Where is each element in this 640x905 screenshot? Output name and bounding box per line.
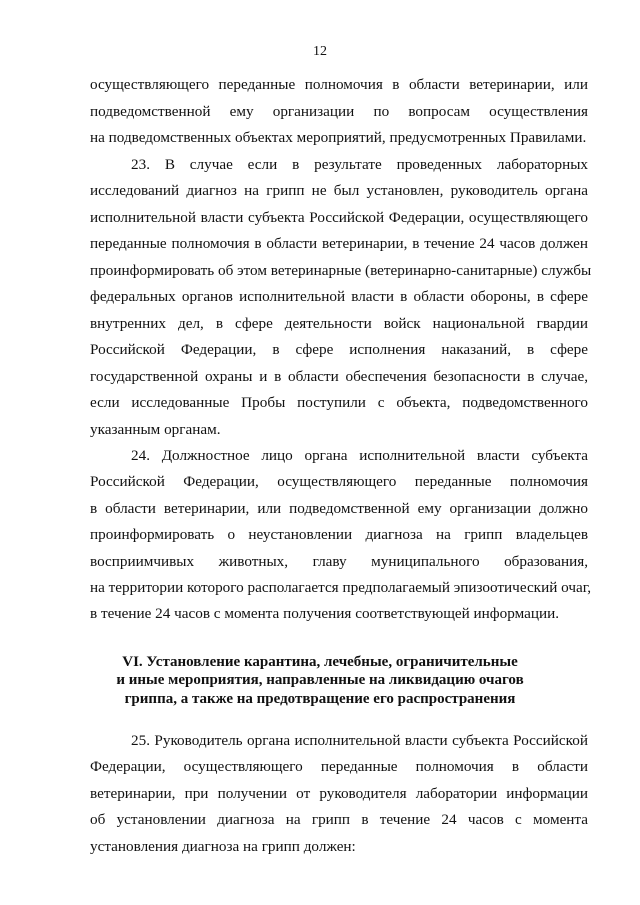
text-line: в области ветеринарии, или подведомственной ему организации должно <box>90 500 588 517</box>
text-line: восприимчивых животных, главу муниципального образования, <box>90 553 588 570</box>
text-line: внутренних дел, в сфере деятельности войск национальной гвардии <box>90 315 588 332</box>
text-line: установления диагноза на грипп должен: <box>90 838 356 855</box>
text-line: подведомственной ему организации по вопросам осуществления <box>90 103 588 120</box>
text-line: проинформировать о неустановлении диагноза на грипп владельцев <box>90 526 588 543</box>
text-line: осуществляющего переданные полномочия в области ветеринарии, или <box>90 76 588 93</box>
text-line: Российской Федерации, осуществляющего переданные полномочия <box>90 473 588 490</box>
text-line: переданные полномочия в области ветеринарии, в течение 24 часов должен <box>90 235 588 252</box>
page-number: 12 <box>313 44 327 59</box>
text-line: указанным органам. <box>90 421 221 438</box>
text-line: государственной охраны и в области обеспечения безопасности в случае, <box>90 368 588 385</box>
heading-line: VI. Установление карантина, лечебные, ограничительные <box>122 654 518 670</box>
text-line: если исследованные Пробы поступили с объекта, подведомственного <box>90 394 588 411</box>
text-line: федеральных органов исполнительной власти в области обороны, в сфере <box>90 288 588 305</box>
text-line: об установлении диагноза на грипп в течение 24 часов с момента <box>90 811 588 828</box>
text-line: исследований диагноз на грипп не был установлен, руководитель органа <box>90 182 588 199</box>
text-line: ветеринарии, при получении от руководителя лаборатории информации <box>90 785 588 802</box>
heading-line: гриппа, а также на предотвращение его распространения <box>124 691 516 707</box>
text-line: 23. В случае если в результате проведенных лабораторных <box>131 156 588 173</box>
heading-line: и иные мероприятия, направленные на ликвидацию очагов <box>116 672 524 688</box>
text-line: Российской Федерации, в сфере исполнения наказаний, в сфере <box>90 341 588 358</box>
text-line: на подведомственных объектах мероприятий, предусмотренных Правилами. <box>90 129 587 146</box>
text-line: 24. Должностное лицо органа исполнительной власти субъекта <box>131 447 588 464</box>
text-line: на территории которого располагается предполагаемый эпизоотический очаг, <box>90 579 592 596</box>
text-line: 25. Руководитель органа исполнительной власти субъекта Российской <box>131 732 588 749</box>
text-line: проинформировать об этом ветеринарные (ветеринарно-санитарные) службы <box>90 262 592 279</box>
text-line: в течение 24 часов с момента получения соответствующей информации. <box>90 605 560 622</box>
text-line: исполнительной власти субъекта Российской Федерации, осуществляющего <box>90 209 588 226</box>
text-line: Федерации, осуществляющего переданные полномочия в области <box>90 758 588 775</box>
